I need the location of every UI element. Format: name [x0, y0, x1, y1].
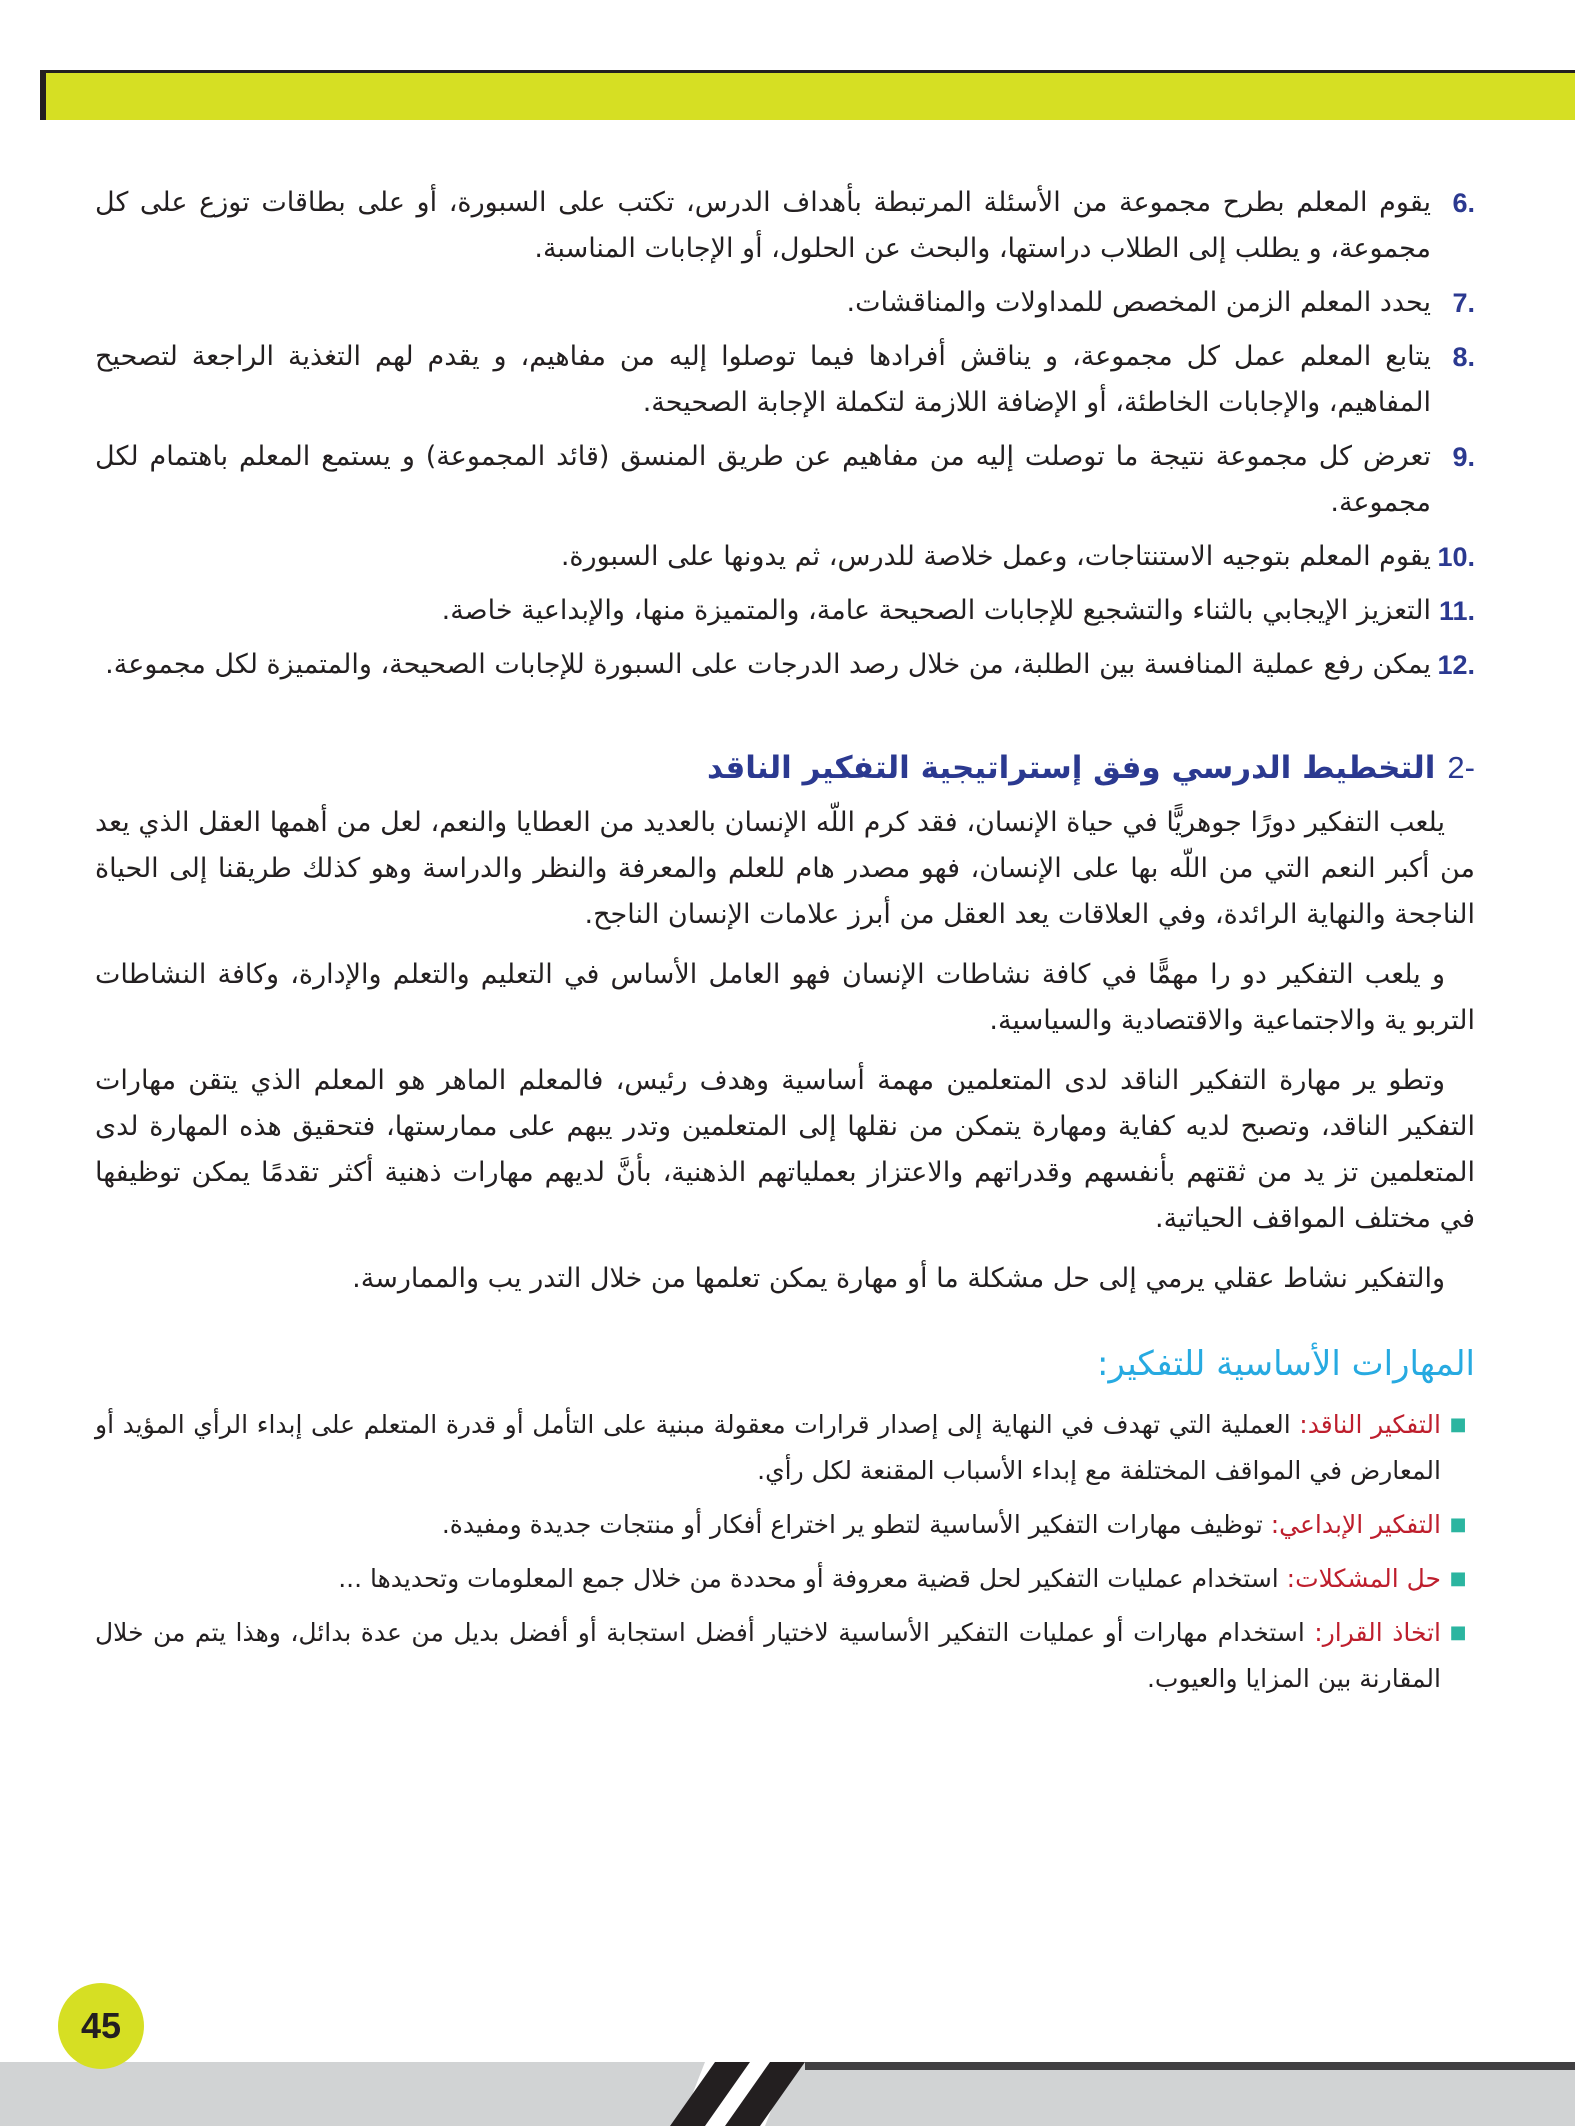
- page-number: 45: [58, 1983, 144, 2069]
- footer-light-band: [0, 2062, 705, 2126]
- numbered-steps-list: [95, 180, 1475, 688]
- skill-description: استخدام مهارات أو عمليات التفكير الأساسية لاختيار أفضل استجابة أو أفضل بديل من عدة بدائل، وهذا يتم من خلال المقارنة بين المزايا والعيوب.: [95, 1618, 1441, 1693]
- list-item: [95, 180, 1475, 272]
- item-number: 8.: [1452, 342, 1475, 372]
- item-text: تعرض كل مجموعة نتيجة ما توصلت إليه من مفاهيم عن طريق المنسق (قائد المجموعة) و يستمع المعلم باهتمام لكل مجموعة.: [95, 441, 1431, 518]
- section-paragraph: والتفكير نشاط عقلي يرمي إلى حل مشكلة ما أو مهارة يمكن تعلمها من خلال التدر يب والممارسة.: [352, 1263, 1445, 1294]
- item-number: 9.: [1452, 442, 1475, 472]
- item-number: 10.: [1437, 542, 1475, 572]
- skill-description: توظيف مهارات التفكير الأساسية لتطو ير اختراع أفكار أو منتجات جديدة ومفيدة.: [441, 1510, 1271, 1539]
- bullet-icon: ■: [1449, 1514, 1467, 1535]
- list-item: [95, 1610, 1475, 1702]
- skill-term: اتخاذ القرار:: [1314, 1618, 1441, 1647]
- bullet-icon: ■: [1449, 1414, 1467, 1435]
- list-item: [95, 1402, 1475, 1494]
- skill-text: [95, 1502, 1441, 1548]
- skill-text: [95, 1556, 1441, 1602]
- item-number: 12.: [1437, 650, 1475, 680]
- list-item: [95, 434, 1475, 526]
- skill-text: [95, 1402, 1441, 1494]
- bullet-icon: ■: [1449, 1568, 1467, 1589]
- skill-term: حل المشكلات:: [1286, 1564, 1441, 1593]
- list-item: [95, 334, 1475, 426]
- item-text: يقوم المعلم بطرح مجموعة من الأسئلة المرتبطة بأهداف الدرس، تكتب على السبورة، أو على بطاقات توزع على كل مجموعة، و يطلب إلى الطلاب دراستها، والبحث عن الحلول، أو الإجابات المناسبة.: [95, 187, 1431, 264]
- footer-slash-1: [670, 2062, 750, 2126]
- item-text: يمكن رفع عملية المنافسة بين الطلبة، من خلال رصد الدرجات على السبورة للإجابات الصحيحة، والمتميزة لكل مجموعة.: [105, 649, 1431, 680]
- item-text: التعزيز الإيجابي بالثناء والتشجيع للإجابات الصحيحة عامة، والمتميزة منها، والإبداعية خاصة.: [441, 595, 1431, 626]
- footer-dark-line: [805, 2062, 1575, 2070]
- list-item: [95, 280, 1475, 326]
- item-number: 11.: [1438, 596, 1475, 626]
- footer-slash-2: [725, 2062, 805, 2126]
- section-paragraph: و يلعب التفكير دو را مهمًّا في كافة نشاطات الإنسان فهو العامل الأساس في التعليم والتعلم والإدارة، وكافة النشاطات التربو ية والاجتماعية والاقتصادية والسياسية.: [95, 959, 1475, 1036]
- footer-right-band: [765, 2062, 1575, 2126]
- item-text: يتابع المعلم عمل كل مجموعة، و يناقش أفرادها فيما توصلوا إليه من مفاهيم، و يقدم لهم التغذية الراجعة لتصحيح المفاهيم، والإجابات الخاطئة، أو الإضافة اللازمة لتكملة الإجابة الصحيحة.: [95, 341, 1431, 418]
- list-item: [95, 642, 1475, 688]
- skill-text: [95, 1610, 1441, 1702]
- list-item: [95, 1502, 1475, 1548]
- skills-heading: المهارات الأساسية للتفكير:: [1097, 1344, 1475, 1384]
- page-content: [95, 180, 1475, 1710]
- skill-term: التفكير الناقد:: [1299, 1410, 1441, 1439]
- section-paragraph: يلعب التفكير دورًا جوهريًّا في حياة الإنسان، فقد كرم اللّه الإنسان بالعديد من العطايا والنعم، لعل من أهمها العقل الذي يعد من أكبر النعم التي من اللّه بها على الإنسان، فهو مصدر هام للعلم والمعرفة والنظر والدراسة وهو كذلك طريقنا إلى الحياة الناجحة والنهاية الرائدة، وفي العلاقات يعد العقل من أبرز علامات الإنسان الناجح.: [95, 807, 1475, 930]
- section-title: التخطيط الدرسي وفق إستراتيجية التفكير الناقد: [707, 750, 1436, 786]
- skill-description: العملية التي تهدف في النهاية إلى إصدار قرارات معقولة مبنية على التأمل أو قدرة المتعلم على إبداء الرأي المؤيد أو المعارض في المواقف المختلفة مع إبداء الأسباب المقنعة لكل رأي.: [95, 1410, 1441, 1485]
- item-number: 6.: [1452, 188, 1475, 218]
- section-number: 2-: [1447, 750, 1475, 785]
- list-item: [95, 1556, 1475, 1602]
- item-text: يقوم المعلم بتوجيه الاستنتاجات، وعمل خلاصة للدرس، ثم يدونها على السبورة.: [560, 541, 1431, 572]
- bullet-icon: ■: [1449, 1622, 1467, 1643]
- skills-list: [95, 1402, 1475, 1702]
- skill-term: التفكير الإبداعي:: [1270, 1510, 1441, 1539]
- item-text: يحدد المعلم الزمن المخصص للمداولات والمناقشات.: [846, 287, 1431, 318]
- header-accent-bar: [40, 70, 1575, 120]
- item-number: 7.: [1452, 288, 1475, 318]
- list-item: [95, 588, 1475, 634]
- skill-description: استخدام عمليات التفكير لحل قضية معروفة أو محددة من خلال جمع المعلومات وتحديدها ...: [338, 1564, 1287, 1593]
- section-heading: [95, 750, 1475, 786]
- section-paragraph: وتطو ير مهارة التفكير الناقد لدى المتعلمين مهمة أساسية وهدف رئيس، فالمعلم الماهر هو المعلم الذي يتقن مهارات التفكير الناقد، وتصبح لديه كفاية ومهارة يتمكن من نقلها إلى المتعلمين وتدر يبهم على ممارستها، فتحقيق هذه المهارة لدى المتعلمين تز يد من ثقتهم بأنفسهم وقدراتهم والاعتزاز بعملياتهم الذهنية، بأنَّ لديهم مهارات ذهنية أكثر تقدمًا يمكن توظيفها في مختلف المواقف الحياتية.: [95, 1065, 1475, 1234]
- list-item: [95, 534, 1475, 580]
